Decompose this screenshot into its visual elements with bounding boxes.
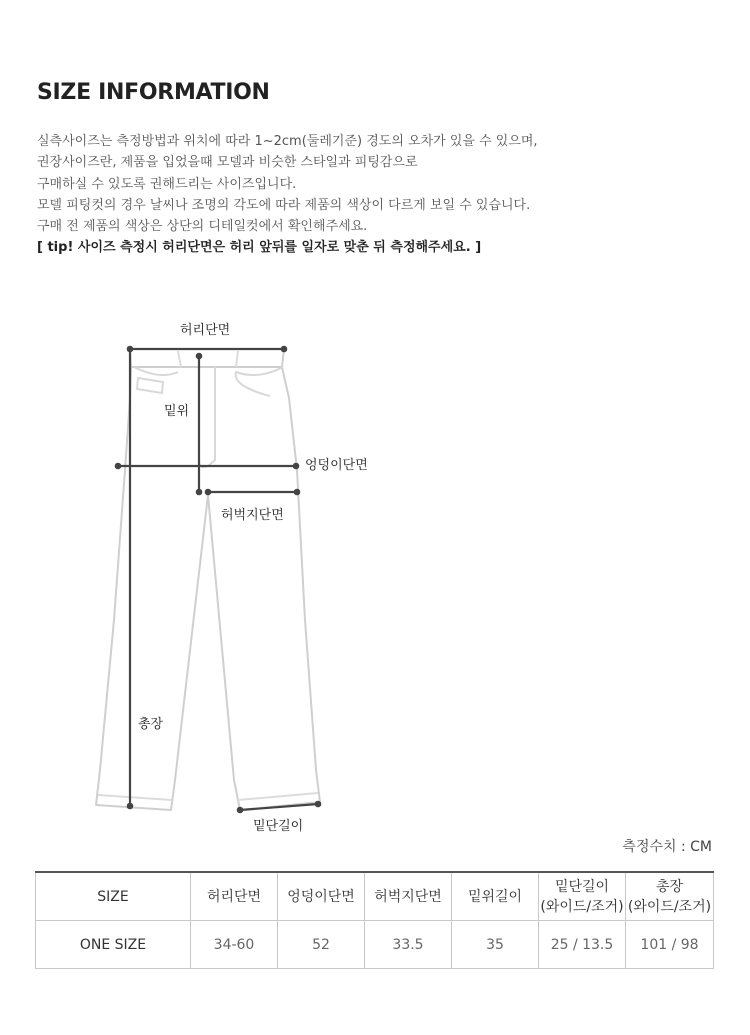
cell-thigh: 33.5 [365, 921, 452, 969]
size-table [35, 871, 714, 969]
measurement-tip: [ tip! 사이즈 측정시 허리단면은 허리 앞뒤를 일자로 맞춘 뒤 측정해주세요. ] [37, 240, 482, 256]
hip-label: 엉덩이단면 [305, 458, 368, 473]
hem-line [240, 804, 318, 810]
description-line: 권장사이즈란, 제품을 입었을때 모델과 비슷한 스타일과 피팅감으로 [37, 155, 418, 171]
unit-note: 측정수치 : CM [622, 839, 712, 855]
column-header-rise: 밑위길이 [452, 872, 539, 921]
pants-measurement-diagram [0, 300, 420, 840]
column-header-thigh: 허벅지단면 [365, 872, 452, 921]
thigh-label: 허벅지단면 [221, 508, 284, 523]
column-header-size: SIZE [36, 872, 191, 921]
page-title: SIZE INFORMATION [37, 80, 270, 105]
cell-size: ONE SIZE [36, 921, 191, 969]
column-header-hip: 엉덩이단면 [278, 872, 365, 921]
column-header-length: 총장 (와이드/조거) [626, 872, 714, 921]
hem-label: 밑단길이 [253, 819, 304, 834]
cell-hip: 52 [278, 921, 365, 969]
cell-length: 101 / 98 [626, 921, 714, 969]
cell-waist: 34-60 [191, 921, 278, 969]
table-row [36, 921, 714, 969]
table-header-row [36, 872, 714, 921]
description-line: 구매 전 제품의 색상은 상단의 디테일컷에서 확인해주세요. [37, 219, 368, 235]
column-header-waist: 허리단면 [191, 872, 278, 921]
waist-label: 허리단면 [180, 323, 231, 338]
description-line: 실측사이즈는 측정방법과 위치에 따라 1~2cm(둘레기준) 경도의 오차가 있을 수 있으며, [37, 134, 538, 149]
column-header-hem: 밑단길이 (와이드/조거) [539, 872, 626, 921]
description-line: 구매하실 수 있도록 권해드리는 사이즈입니다. [37, 176, 297, 192]
rise-label: 밑위 [164, 404, 190, 419]
cell-rise: 35 [452, 921, 539, 969]
cell-hem: 25 / 13.5 [539, 921, 626, 969]
description-line: 모델 피팅컷의 경우 날씨나 조명의 각도에 따라 제품의 색상이 다르게 보일 수 있습니다. [37, 197, 531, 213]
size-description [37, 131, 538, 259]
length-label: 총장 [138, 717, 164, 732]
